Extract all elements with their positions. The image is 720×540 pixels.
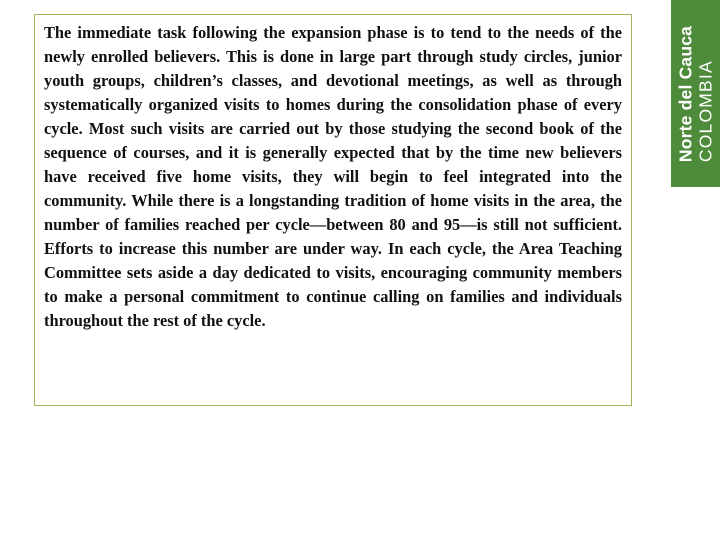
body-paragraph: The immediate task following the expansion phase is to tend to the needs of the newly enrolled believers. This is done in large part through study circles, junior youth groups, children’s classes, and devotional meetings, as well as through systematically organized visits to homes during the consolidation phase of every cycle. Most such visits are carried out by those studying the second book of the sequence of courses, and it is generally expected that by the time new believers have received five home visits, they will begin to feel integrated into the community. While there is a longstanding tradition of home visits in the area, the number of families reached per cycle—between 80 and 95—is still not sufficient. Efforts to increase this number are under way. In each cycle, the Area Teaching Committee sets aside a day dedicated to visits, encouraging community members to make a personal commitment to continue calling on families and individuals throughout the rest of the cycle. [44,23,622,330]
region-label [677,25,714,161]
paragraph-frame [34,14,632,406]
country-name: COLOMBIA [694,59,715,162]
region-label-tab [671,0,720,187]
region-name: Norte del Cauca [675,25,695,162]
